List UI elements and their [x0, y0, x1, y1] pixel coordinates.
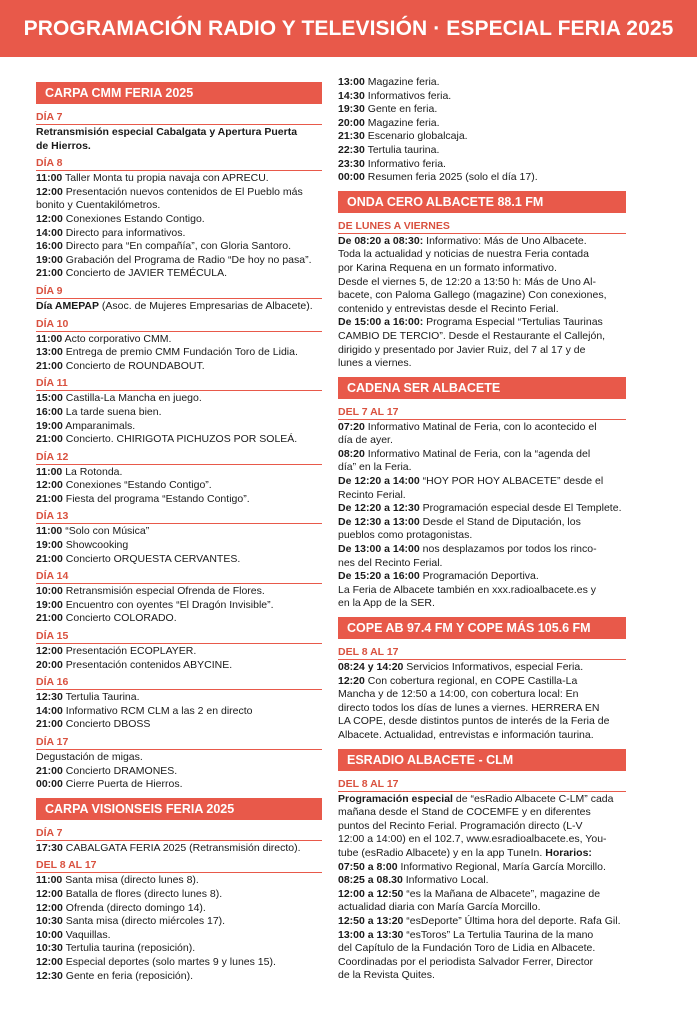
line-text: “esToros” La Tertulia Taurina de la mano — [403, 928, 594, 941]
line-text: Concierto COLORADO. — [62, 612, 177, 625]
schedule-line — [36, 360, 322, 374]
schedule-line — [338, 103, 626, 117]
line-text: Concierto ORQUESTA CERVANTES. — [62, 552, 241, 565]
schedule-line — [338, 901, 626, 915]
schedule-line — [36, 493, 322, 507]
schedule-line — [338, 330, 626, 344]
schedule-line — [338, 956, 626, 970]
schedule-line — [338, 76, 626, 90]
schedule-line — [36, 479, 322, 493]
day-subheading: DÍA 11 — [36, 375, 322, 391]
day-subheading: DE LUNES A VIERNES — [338, 218, 626, 234]
schedule-line — [36, 227, 322, 241]
time-label: 22:30 — [338, 143, 365, 156]
schedule-line — [338, 529, 626, 543]
time-label: 12:00 — [36, 645, 63, 658]
line-text: Gente en feria. — [364, 103, 438, 116]
section-heading: ESRADIO ALBACETE - CLM — [338, 749, 626, 771]
line-text: nos desplazamos por todos los rinco- — [419, 543, 597, 556]
schedule-line — [36, 705, 322, 719]
time-label: 14:30 — [338, 89, 365, 102]
line-text: Programación Deportiva. — [419, 570, 539, 583]
line-text: Informativo Matinal de Feria, con lo acontecido el — [364, 420, 597, 433]
schedule-line — [36, 539, 322, 553]
schedule-line — [36, 645, 322, 659]
schedule-line — [36, 300, 322, 314]
line-text: 12:00 a 14:00) en el 102.7, www.esradioalbacete.es, You- — [338, 833, 607, 846]
time-label: 21:00 — [36, 718, 63, 731]
schedule-line — [338, 90, 626, 104]
line-text: Taller Monta tu propia navaja con APRECU. — [62, 172, 269, 185]
line-text: Resumen feria 2025 (solo el día 17). — [364, 171, 538, 184]
line-text: “Solo con Música” — [62, 525, 150, 538]
time-label: 21:00 — [36, 612, 63, 625]
line-text: Informativo Local. — [402, 874, 489, 887]
day-subheading: DEL 7 AL 17 — [338, 404, 626, 420]
line-text: Coordinadas por el periodista Salvador Ferrer, Director — [338, 955, 594, 968]
line-text: La Feria de Albacete también en xxx.radioalbacete.es y — [338, 583, 596, 596]
line-text: Cierre Puerta de Hierros. — [62, 778, 183, 791]
time-label: 12:00 — [36, 185, 63, 198]
schedule-line — [36, 267, 322, 281]
schedule-line — [338, 144, 626, 158]
schedule-line — [338, 874, 626, 888]
line-text: Servicios Informativos, especial Feria. — [403, 661, 584, 673]
line-text: Batalla de flores (directo lunes 8). — [62, 887, 223, 900]
line-text: directo todos los días de lunes a viernes. HERRERA EN — [338, 701, 600, 714]
schedule-line — [338, 861, 626, 875]
time-label: 21:30 — [338, 130, 365, 143]
time-label: 19:30 — [338, 103, 365, 116]
schedule-line — [36, 888, 322, 902]
line-text: día de ayer. — [338, 434, 393, 447]
schedule-line — [338, 344, 626, 358]
line-text: de la Revista Quites. — [338, 969, 435, 982]
schedule-line — [338, 820, 626, 834]
time-label: 21:00 — [36, 764, 63, 777]
line-text: Vaquillas. — [62, 928, 111, 941]
schedule-line — [338, 888, 626, 902]
time-label: 20:00 — [338, 116, 365, 129]
time-label: 11:00 — [36, 874, 63, 887]
section-heading: COPE AB 97.4 FM Y COPE MÁS 105.6 FM — [338, 617, 626, 639]
line-text: día” en la Feria. — [338, 461, 412, 474]
line-text: Directo para informativos. — [62, 226, 186, 239]
time-label: 12:30 — [36, 969, 63, 982]
day-subheading: DÍA 14 — [36, 568, 322, 584]
time-label: 12:50 a 13:20 — [338, 914, 404, 927]
time-label: 13:00 — [36, 346, 63, 359]
line-text: Fiesta del programa “Estando Contigo”. — [62, 492, 250, 505]
line-text: “esDeporte” Última hora del deporte. Rafa Gil. — [403, 914, 621, 927]
schedule-line — [338, 235, 626, 249]
line-text: Informativos feria. — [364, 89, 452, 102]
line-text: Gente en feria (reposición). — [62, 969, 194, 982]
time-label: Día AMEPAP — [36, 299, 100, 312]
line-text: contenido y entrevistas desde el Recinto Ferial. — [338, 302, 559, 315]
schedule-line — [338, 434, 626, 448]
day-subheading: DÍA 10 — [36, 316, 322, 332]
schedule-line — [338, 847, 626, 861]
schedule-line — [36, 172, 322, 186]
schedule-line — [338, 969, 626, 983]
left-column — [36, 76, 322, 983]
line-text: Con cobertura regional, en COPE Castilla-La — [364, 674, 578, 687]
schedule-line — [338, 793, 626, 807]
schedule-line — [36, 718, 322, 732]
line-text: de “esRadio Albacete C-LM” cada — [452, 792, 614, 805]
schedule-line — [36, 466, 322, 480]
day-subheading: DÍA 12 — [36, 449, 322, 465]
line-text: Informativo RCM CLM a las 2 en directo — [62, 704, 253, 717]
line-text: Informativo feria. — [364, 157, 446, 170]
line-text: por Karina Requena en un formato informativo. — [338, 261, 557, 274]
schedule-line — [36, 765, 322, 779]
schedule-line — [338, 489, 626, 503]
schedule-line — [338, 475, 626, 489]
schedule-line — [338, 130, 626, 144]
schedule-line — [36, 433, 322, 447]
line-text: Amparanimals. — [62, 419, 136, 432]
schedule-line — [36, 140, 322, 154]
time-label: 10:00 — [36, 928, 63, 941]
schedule-line — [338, 303, 626, 317]
time-label: 16:00 — [36, 405, 63, 418]
line-text: Magazine feria. — [364, 116, 440, 129]
line-text: Retransmisión especial Ofrenda de Flores. — [62, 585, 265, 598]
line-text: Programación especial desde El Templete. — [419, 502, 622, 515]
line-text: Concierto de JAVIER TEMÉCULA. — [62, 267, 228, 280]
page-title: PROGRAMACIÓN RADIO Y TELEVISIÓN · ESPECIAL FERIA 2025 — [23, 16, 674, 40]
schedule-line — [36, 691, 322, 705]
time-label: 13:00 a 13:30 — [338, 928, 404, 941]
time-label: 12:00 — [36, 887, 63, 900]
time-label: 19:00 — [36, 253, 63, 266]
time-label: 19:00 — [36, 539, 63, 552]
schedule-line — [36, 213, 322, 227]
schedule-line — [338, 502, 626, 516]
schedule-line — [338, 357, 626, 371]
schedule-line — [338, 702, 626, 716]
schedule-line — [36, 392, 322, 406]
schedule-line — [338, 942, 626, 956]
line-text: Santa misa (directo lunes 8). — [62, 874, 199, 887]
schedule-line — [36, 915, 322, 929]
schedule-line — [36, 333, 322, 347]
schedule-line — [36, 406, 322, 420]
line-text: CABALGATA FERIA 2025 (Retransmisión directo). — [62, 841, 301, 854]
schedule-line — [338, 715, 626, 729]
schedule-line — [36, 874, 322, 888]
time-label: 11:00 — [36, 465, 63, 478]
day-subheading: DÍA 9 — [36, 283, 322, 299]
schedule-line — [36, 186, 322, 200]
line-text: “es la Mañana de Albacete”, magazine de — [403, 887, 601, 900]
day-subheading: DÍA 13 — [36, 508, 322, 524]
time-label: 17:30 — [36, 841, 63, 854]
schedule-line — [36, 254, 322, 268]
time-label: 12:30 — [36, 691, 63, 704]
time-label: 08:25 a 08.30 — [338, 874, 403, 887]
schedule-line — [36, 778, 322, 792]
line-text: puntos del Recinto Ferial. Programación directo (L-V — [338, 819, 583, 832]
schedule-line — [338, 117, 626, 131]
schedule-line — [338, 661, 626, 675]
time-label: 12:00 — [36, 212, 63, 225]
line-text: Informativo Matinal de Feria, con la “agenda del — [364, 447, 591, 460]
line-text: La Rotonda. — [62, 465, 123, 478]
time-label: 19:00 — [36, 419, 63, 432]
line-text: Tertulia taurina (reposición). — [62, 942, 196, 955]
line-text: actualidad diaria con María García Morcillo. — [338, 901, 541, 914]
time-label: De 15:20 a 16:00 — [338, 570, 420, 583]
time-label: 11:00 — [36, 172, 63, 185]
line-text: Directo para “En compañía”, con Gloria Santoro. — [62, 240, 292, 253]
schedule-line — [338, 833, 626, 847]
day-subheading: DEL 8 AL 17 — [338, 776, 626, 792]
time-label: De 12:30 a 13:00 — [338, 515, 420, 528]
line-text: Concierto DBOSS — [62, 718, 151, 731]
schedule-line — [338, 248, 626, 262]
schedule-line — [338, 461, 626, 475]
line-text: Presentación contenidos ABYCINE. — [62, 658, 233, 671]
line-text: tube (esRadio Albacete) y en la app TuneIn. — [338, 846, 546, 859]
time-label: 12:00 — [36, 479, 63, 492]
line-text: Escenario globalcaja. — [364, 130, 468, 143]
line-text: “HOY POR HOY ALBACETE” desde el — [419, 475, 604, 488]
schedule-line — [338, 915, 626, 929]
schedule-line — [36, 525, 322, 539]
time-label: 00:00 — [338, 171, 365, 184]
line-text: pueblos como protagonistas. — [338, 529, 473, 542]
line-text: Encuentro con oyentes “El Dragón Invisible”. — [62, 598, 274, 611]
time-label: 00:00 — [36, 778, 63, 791]
schedule-line — [338, 516, 626, 530]
schedule-line — [338, 584, 626, 598]
line-text: Informativo: Más de Uno Albacete. — [423, 234, 587, 247]
day-subheading: DÍA 16 — [36, 674, 322, 690]
line-text: Presentación ECOPLAYER. — [62, 645, 197, 658]
line-text: Castilla-La Mancha en juego. — [62, 392, 202, 405]
time-label: 07:20 — [338, 420, 365, 433]
line-text: Especial deportes (solo martes 9 y lunes 15). — [62, 955, 276, 968]
schedule-line — [338, 543, 626, 557]
time-label: 10:30 — [36, 942, 63, 955]
line-text: Concierto DRAMONES. — [62, 764, 178, 777]
line-text: Acto corporativo CMM. — [62, 332, 172, 345]
schedule-line — [36, 929, 322, 943]
line-text: Degustación de migas. — [36, 751, 143, 763]
line-text: Grabación del Programa de Radio “De hoy no pasa”. — [62, 253, 312, 266]
schedule-line — [338, 262, 626, 276]
section-heading: CARPA CMM FERIA 2025 — [36, 82, 322, 104]
time-label: 21:00 — [36, 492, 63, 505]
time-label: De 13:00 a 14:00 — [338, 543, 420, 556]
line-text: de Hierros. — [36, 139, 91, 152]
time-label: 19:00 — [36, 598, 63, 611]
schedule-line — [338, 806, 626, 820]
line-text: mañana desde el Stand de COCEMFE y en diferentes — [338, 806, 591, 819]
line-text: Tertulia taurina. — [364, 143, 440, 156]
line-text: Tertulia Taurina. — [62, 691, 140, 704]
schedule-line — [338, 597, 626, 611]
time-label: 20:00 — [36, 658, 63, 671]
schedule-line — [36, 659, 322, 673]
time-label: 10:30 — [36, 915, 63, 928]
line-text: Ofrenda (directo domingo 14). — [62, 901, 206, 914]
time-label: 08:20 — [338, 447, 365, 460]
time-label: 21:00 — [36, 552, 63, 565]
schedule-line — [36, 553, 322, 567]
time-label: De 15:00 a 16:00: — [338, 316, 424, 329]
schedule-line — [338, 421, 626, 435]
time-label: De 12:20 a 12:30 — [338, 502, 420, 515]
time-label: 21:00 — [36, 359, 63, 372]
title-banner — [0, 0, 697, 57]
schedule-line — [338, 289, 626, 303]
time-label: Programación especial — [338, 792, 453, 805]
schedule-line — [36, 599, 322, 613]
schedule-line — [36, 240, 322, 254]
schedule-line — [338, 688, 626, 702]
schedule-line — [36, 842, 322, 856]
line-text: lunes a viernes. — [338, 357, 412, 370]
line-text: Informativo Regional, María García Morcillo. — [397, 860, 606, 873]
schedule-line — [36, 942, 322, 956]
time-label: 23:30 — [338, 157, 365, 170]
day-subheading: DÍA 7 — [36, 109, 322, 125]
time-label: De 08:20 a 08:30: — [338, 234, 424, 247]
line-text: Albacete. Actualidad, entrevistas e información taurina. — [338, 728, 594, 741]
line-text: Mancha y de 12:50 a 14:00, con cobertura local: En — [338, 688, 579, 701]
line-text: Conexiones “Estando Contigo”. — [62, 479, 212, 492]
line-text: nes del Recinto Ferial. — [338, 556, 443, 569]
time-label: 12:20 — [338, 674, 365, 687]
schedule-line — [338, 570, 626, 584]
schedule-line — [36, 126, 322, 140]
section-heading: CADENA SER ALBACETE — [338, 377, 626, 399]
schedule-line — [338, 729, 626, 743]
time-label: 10:00 — [36, 585, 63, 598]
schedule-line — [338, 675, 626, 689]
day-subheading: DÍA 17 — [36, 734, 322, 750]
day-subheading: DÍA 8 — [36, 155, 322, 171]
time-label: 11:00 — [36, 525, 63, 538]
schedule-line — [36, 612, 322, 626]
section-heading: CARPA VISIONSEIS FERIA 2025 — [36, 798, 322, 820]
schedule-line — [36, 970, 322, 984]
line-text: La tarde suena bien. — [62, 405, 162, 418]
line-text: Toda la actualidad y noticias de nuestra Feria contada — [338, 248, 589, 261]
line-text: Santa misa (directo miércoles 17). — [62, 915, 226, 928]
time-label: 15:00 — [36, 392, 63, 405]
schedule-line — [338, 158, 626, 172]
line-text: Showcooking — [62, 539, 129, 552]
time-label: 21:00 — [36, 433, 63, 446]
day-subheading: DEL 8 AL 17 — [36, 857, 322, 873]
line-text: en la App de la SER. — [338, 597, 435, 610]
schedule-line — [338, 316, 626, 330]
section-heading: ONDA CERO ALBACETE 88.1 FM — [338, 191, 626, 213]
time-label: 14:00 — [36, 704, 63, 717]
line-text: dirigido y presentado por Javier Ruiz, del 7 al 17 y de — [338, 343, 586, 356]
schedule-line — [36, 346, 322, 360]
line-text: Entrega de premio CMM Fundación Toro de Lidia. — [62, 346, 298, 359]
time-label: 16:00 — [36, 240, 63, 253]
day-subheading: DEL 8 AL 17 — [338, 644, 626, 660]
line-text: Presentación nuevos contenidos de El Pueblo más — [62, 185, 303, 198]
day-subheading: DÍA 7 — [36, 825, 322, 841]
line-text: bonito y Cuentakilómetros. — [36, 199, 161, 212]
time-label: 08:24 y 14:20 — [338, 661, 404, 673]
time-label: Horarios: — [545, 846, 592, 859]
right-column — [338, 76, 626, 983]
line-text: Concierto de ROUNDABOUT. — [62, 359, 205, 372]
schedule-line — [36, 751, 322, 765]
time-label: 13:00 — [338, 76, 365, 88]
line-text: Concierto. CHIRIGOTA PICHUZOS POR SOLEÁ. — [62, 433, 298, 446]
time-label: 12:00 — [36, 901, 63, 914]
line-text: Desde el viernes 5, de 12:20 a 13:50 h: Más de Uno Al- — [338, 275, 596, 288]
line-text: Conexiones Estando Contigo. — [62, 212, 205, 225]
schedule-line — [338, 276, 626, 290]
schedule-line — [338, 171, 626, 185]
schedule-line — [338, 448, 626, 462]
line-text: Programa Especial “Tertulias Taurinas — [423, 316, 603, 329]
schedule-line — [338, 557, 626, 571]
time-label: 21:00 — [36, 267, 63, 280]
time-label: De 12:20 a 14:00 — [338, 475, 420, 488]
schedule-line — [36, 199, 322, 213]
line-text: bacete, con Paloma Gallego (magazine) Con conexiones, — [338, 289, 607, 302]
line-text: (Asoc. de Mujeres Empresarias de Albacete). — [99, 299, 313, 312]
line-text: Recinto Ferial. — [338, 488, 406, 501]
time-label: 07:50 a 8:00 — [338, 860, 398, 873]
line-text: CAMBIO DE TERCIO”. Desde el Restaurante el Callejón, — [338, 329, 606, 342]
schedule-line — [36, 902, 322, 916]
line-text: del Capítulo de la Fundación Toro de Lidia en Albacete. — [338, 942, 596, 955]
schedule-line — [338, 929, 626, 943]
schedule-line — [36, 585, 322, 599]
time-label: 14:00 — [36, 226, 63, 239]
time-label: 12:00 a 12:50 — [338, 887, 404, 900]
day-subheading: DÍA 15 — [36, 628, 322, 644]
time-label: 11:00 — [36, 332, 63, 345]
time-label: 12:00 — [36, 955, 63, 968]
line-text: LA COPE, desde distintos puntos de interés de la Feria de — [338, 715, 610, 728]
schedule-line — [36, 420, 322, 434]
line-text: Retransmisión especial Cabalgata y Apertura Puerta — [36, 126, 298, 138]
line-text: Magazine feria. — [364, 76, 440, 88]
line-text: Desde el Stand de Diputación, los — [419, 515, 581, 528]
schedule-line — [36, 956, 322, 970]
